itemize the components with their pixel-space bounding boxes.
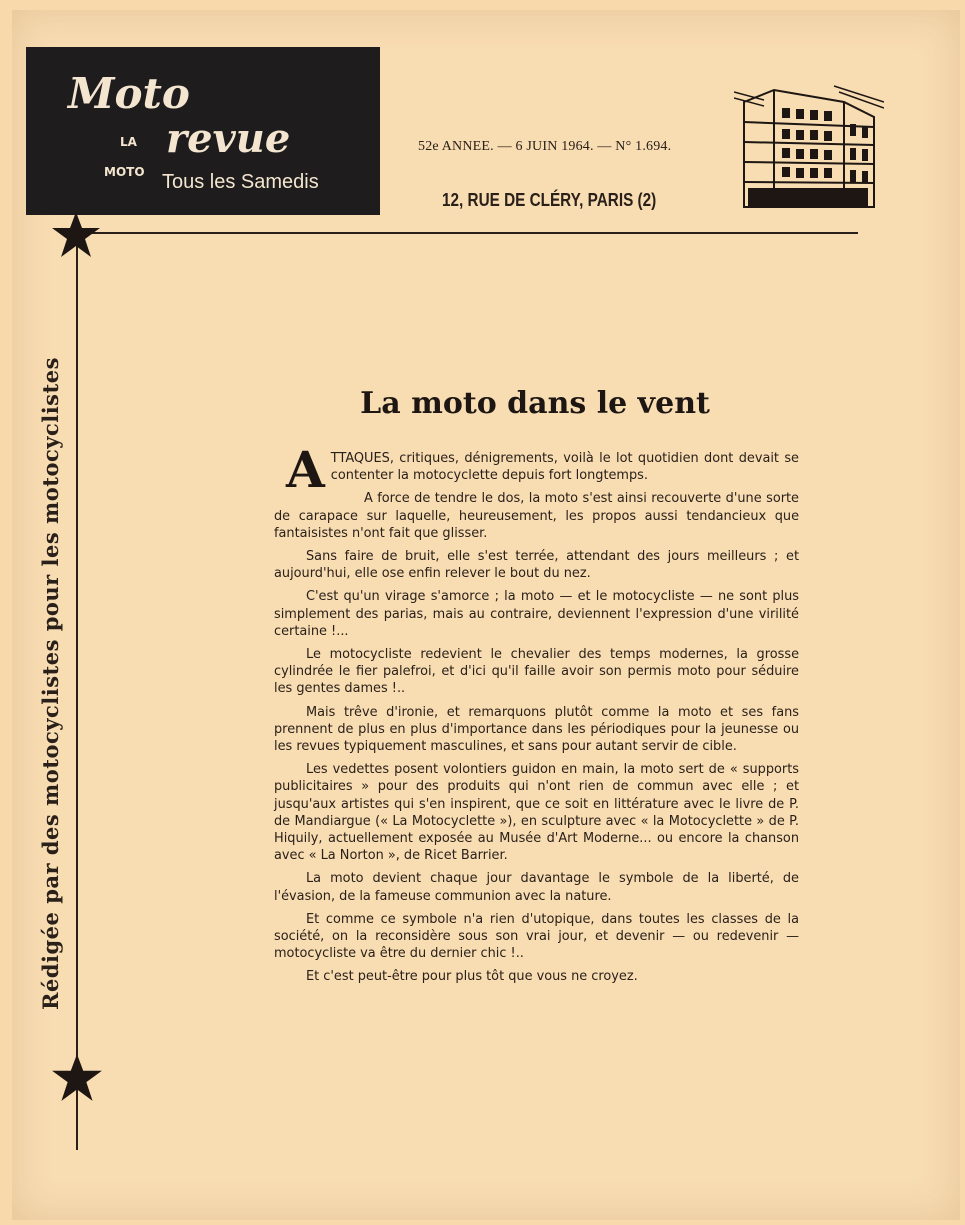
sidebar-vertical-slogan: Rédigée par des motocyclistes pour les motocyclistes	[38, 357, 63, 1010]
masthead-tagline: Tous les Samedis	[162, 171, 319, 193]
header-rule	[60, 232, 858, 234]
article-body	[274, 440, 799, 992]
logo-revue: revue	[166, 115, 291, 162]
masthead-logo-block	[26, 47, 380, 215]
building-illustration-icon	[734, 82, 884, 212]
star-icon	[50, 210, 102, 260]
article-paragraph: Sans faire de bruit, elle s'est terrée, attendant des jours meilleurs ; et aujourd'hui, elle ose enfin relever le bout du nez.	[274, 549, 799, 582]
logo-la: LA	[120, 135, 137, 149]
article-paragraph: La moto devient chaque jour davantage le symbole de la liberté, de l'évasion, de la fameuse communion avec la nature.	[274, 871, 799, 904]
sidebar-rule	[76, 232, 78, 1150]
article-paragraph: Le motocycliste redevient le chevalier des temps modernes, la grosse cylindrée le fier palefroi, et d'ici qu'il faille avoir son permis moto pour séduire les gentes dames !..	[274, 647, 799, 697]
article-paragraph: ATTAQUES, critiques, dénigrements, voilà le lot quotidien dont devait se contenter la motocyclette depuis fort longtemps.	[286, 440, 799, 499]
article-paragraph: A force de tendre le dos, la moto s'est ainsi recouverte d'une sorte de carapace sur laquelle, heureusement, les propos aussi tendancieux que fantaisistes n'ont fait que glisser.	[274, 491, 799, 541]
article-paragraph: Les vedettes posent volontiers guidon en main, la moto sert de « supports publicitaires » pour des produits qui n'ont rien de commun avec elle ; et jusqu'aux artistes qui s'en inspirent, que ce soit en littérature avec le livre de P. de Mandiargue (« La Motocyclette »), en sculpture avec « la Motocyclette » de P. Hiquily, actuellement exposée au Musée d'Art Moderne... ou encore la chanson avec « La Norton », de Ricet Barrier.	[274, 762, 799, 864]
article-dropcap: A	[286, 440, 325, 499]
issue-info: 52e ANNEE. — 6 JUIN 1964. — N° 1.694.	[418, 139, 672, 154]
publisher-address: 12, RUE DE CLÉRY, PARIS (2)	[442, 190, 657, 210]
article-paragraph: Et comme ce symbole n'a rien d'utopique, dans toutes les classes de la société, on la reconsidère sous son vrai jour, et devenir — ou redevenir — motocycliste va être du dernier chic !..	[274, 911, 799, 962]
article-paragraph: Et c'est peut-être pour plus tôt que vous ne croyez.	[306, 969, 638, 985]
logo-moto: Moto	[68, 69, 190, 118]
logo-moto-small: MOTO	[104, 165, 145, 179]
article-paragraph: Mais trêve d'ironie, et remarquons plutôt comme la moto et ses fans prennent de plus en plus d'importance dans les périodiques pour la jeunesse ou les revues typiquement masculines, et sans pour autant servir de cible.	[274, 704, 799, 755]
star-icon	[50, 1052, 104, 1104]
article-paragraph: C'est qu'un virage s'amorce ; la moto — et le motocycliste — ne sont plus simplement des parias, mais au contraire, deviennent l'expression d'une virilité certaine !...	[274, 589, 799, 639]
article-title: La moto dans le vent	[360, 386, 710, 421]
